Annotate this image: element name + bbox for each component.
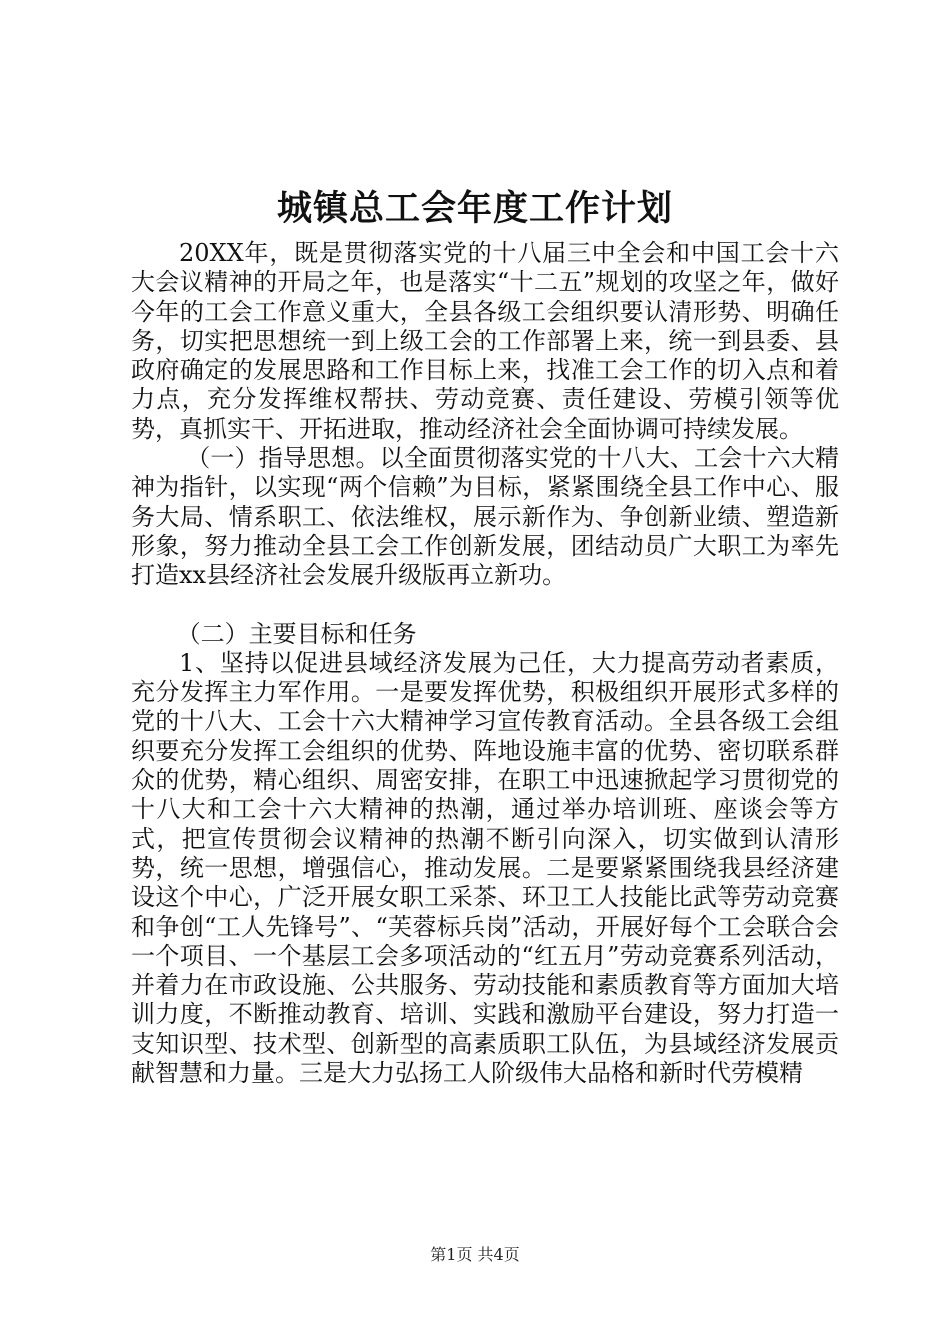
section-heading-goals: （二）主要目标和任务 — [176, 619, 417, 648]
task-1-paragraph: 1、坚持以促进县域经济发展为己任，大力提高劳动者素质，充分发挥主力军作用。一是要发挥优势，积极组织开展形式多样的党的十八大、工会十六大精神学习宣传教育活动。全县各级工会组织要充分发挥工会组织的优势、阵地设施丰富的优势、密切联系群众的优势，精心组织、周密安排，在职工中迅速掀起学习贯彻党的十八大和工会十六大精神的热潮，通过举办培训班、座谈会等方式，把宣传贯彻会议精神的热潮不断引向深入，切实做到认清形势，统一思想，增强信心，推动发展。二是要紧紧围绕我县经济建设这个中心，广泛开展女职工采茶、环卫工人技能比武等劳动竞赛和争创“工人先锋号”、“芙蓉标兵岗”活动，开展好每个工会联合会一个项目、一个基层工会多项活动的“红五月”劳动竞赛系列活动，并着力在市政设施、公共服务、劳动技能和素质教育等方面加大培训力度，不断推动教育、培训、实践和激励平台建设，努力打造一支知识型、技术型、创新型的高素质职工队伍，为县域经济发展贡献智慧和力量。三是大力弘扬工人阶级伟大品格和新时代劳模精 — [131, 648, 839, 1088]
paragraph-gap — [131, 591, 839, 620]
document-body — [131, 239, 839, 1088]
guiding-ideology-paragraph: （一）指导思想。以全面贯彻落实党的十八大、工会十六大精神为指针，以实现“两个信赖”为目标，紧紧围绕全县工作中心、服务大局、情系职工、依法维权，展示新作为、争创新业绩、塑造新形象，努力推动全县工会工作创新发展，团结动员广大职工为率先打造xx县经济社会发展升级版再立新功。 — [131, 444, 839, 590]
document-title: 城镇总工会年度工作计划 — [276, 188, 673, 229]
intro-paragraph: 20XX年，既是贯彻落实党的十八届三中全会和中国工会十六大会议精神的开局之年，也是落实“十二五”规划的攻坚之年，做好今年的工会工作意义重大，全县各级工会组织要认清形势、明确任务，切实把思想统一到上级工会的工作部署上来，统一到县委、县政府确定的发展思路和工作目标上来，找准工会工作的切入点和着力点，充分发挥维权帮扶、劳动竞赛、责任建设、劳模引领等优势，真抓实干、开拓进取，推动经济社会全面协调可持续发展。 — [131, 239, 839, 443]
page-number-footer: 第1页 共4页 — [430, 1245, 520, 1264]
